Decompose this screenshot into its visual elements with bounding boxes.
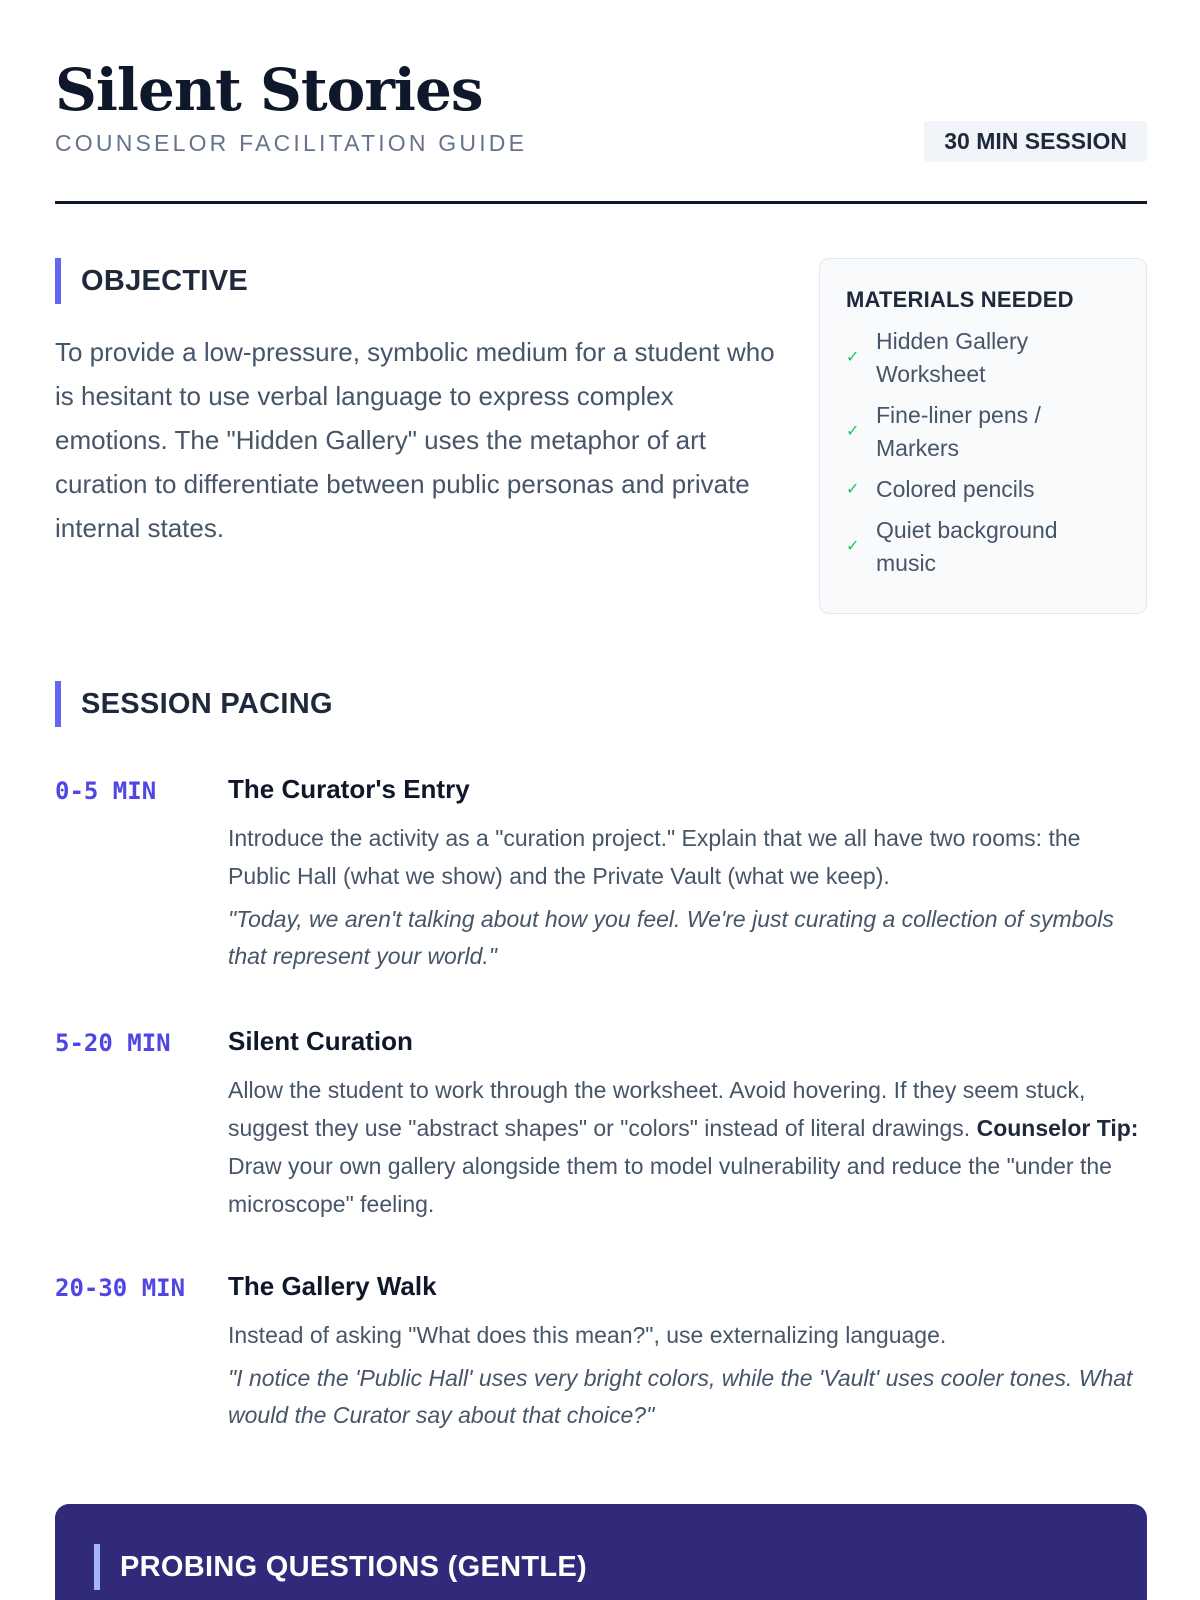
section-accent-bar bbox=[94, 1544, 100, 1590]
step-body bbox=[228, 773, 1147, 975]
step-body bbox=[228, 1025, 1147, 1223]
step-time: 5-20 MIN bbox=[55, 1029, 171, 1057]
step-quote: "Today, we aren't talking about how you feel. We're just curating a collection of symbols that represent your world." bbox=[228, 906, 1114, 969]
step-description-text: Allow the student to work through the worksheet. Avoid hovering. If they seem stuck, suggest they use "abstract shapes" or "colors" instead of literal drawings. bbox=[228, 1077, 1086, 1141]
section-accent-bar bbox=[55, 681, 61, 727]
materials-list bbox=[846, 325, 1120, 580]
page-subtitle: COUNSELOR FACILITATION GUIDE bbox=[55, 130, 528, 156]
page-title: Silent Stories bbox=[55, 56, 483, 124]
materials-title: MATERIALS NEEDED bbox=[846, 287, 1074, 312]
check-icon: ✓ bbox=[846, 349, 860, 366]
step-time: 20-30 MIN bbox=[55, 1274, 186, 1302]
objective-title: OBJECTIVE bbox=[81, 264, 249, 297]
step-quote: "I notice the 'Public Hall' uses very bright colors, while the 'Vault' uses cooler tones. What would the Curator say about that choice?" bbox=[228, 1365, 1133, 1428]
material-label: Quiet background music bbox=[876, 517, 1058, 576]
counselor-tip-text: Draw your own gallery alongside them to model vulnerability and reduce the "under the microscope" feeling. bbox=[228, 1153, 1112, 1217]
counselor-tip-label: Counselor Tip: bbox=[976, 1115, 1139, 1141]
pacing-title: SESSION PACING bbox=[81, 687, 333, 720]
step-time: 0-5 MIN bbox=[55, 777, 157, 805]
materials-list-item bbox=[846, 325, 1120, 391]
step-body bbox=[228, 1270, 1147, 1434]
probing-questions-panel bbox=[55, 1504, 1147, 1600]
step-title: Silent Curation bbox=[228, 1026, 413, 1056]
step-title: The Gallery Walk bbox=[228, 1271, 437, 1301]
objective-text: To provide a low-pressure, symbolic medium for a student who is hesitant to use verbal language to express complex emotions. The "Hidden Gallery" uses the metaphor of art curation to differentiate between public personas and private internal states. bbox=[55, 337, 775, 543]
material-label: Hidden Gallery Worksheet bbox=[876, 328, 1029, 387]
probing-title: PROBING QUESTIONS (GENTLE) bbox=[120, 1550, 587, 1583]
guide-header bbox=[55, 56, 1147, 204]
session-length-badge: 30 MIN SESSION bbox=[924, 121, 1147, 162]
check-icon: ✓ bbox=[846, 538, 860, 555]
material-label: Colored pencils bbox=[876, 476, 1035, 502]
step-title: The Curator's Entry bbox=[228, 774, 470, 804]
materials-list-item bbox=[846, 399, 1120, 465]
objective-heading bbox=[55, 258, 248, 304]
materials-list-item bbox=[846, 514, 1120, 580]
step-description: Introduce the activity as a "curation project." Explain that we all have two rooms: the Public Hall (what we show) and the Private Vault (what we keep). bbox=[228, 825, 1081, 889]
section-accent-bar bbox=[55, 258, 61, 304]
check-icon: ✓ bbox=[846, 423, 860, 440]
pacing-heading bbox=[55, 681, 333, 727]
check-icon: ✓ bbox=[846, 480, 860, 498]
facilitation-guide-page bbox=[55, 0, 1147, 1600]
materials-card bbox=[819, 258, 1147, 614]
step-description: Instead of asking "What does this mean?", use externalizing language. bbox=[228, 1322, 947, 1348]
materials-list-item bbox=[846, 473, 1120, 506]
material-label: Fine-liner pens / Markers bbox=[876, 402, 1041, 461]
step-description bbox=[228, 1071, 1147, 1223]
probing-heading bbox=[94, 1544, 587, 1590]
